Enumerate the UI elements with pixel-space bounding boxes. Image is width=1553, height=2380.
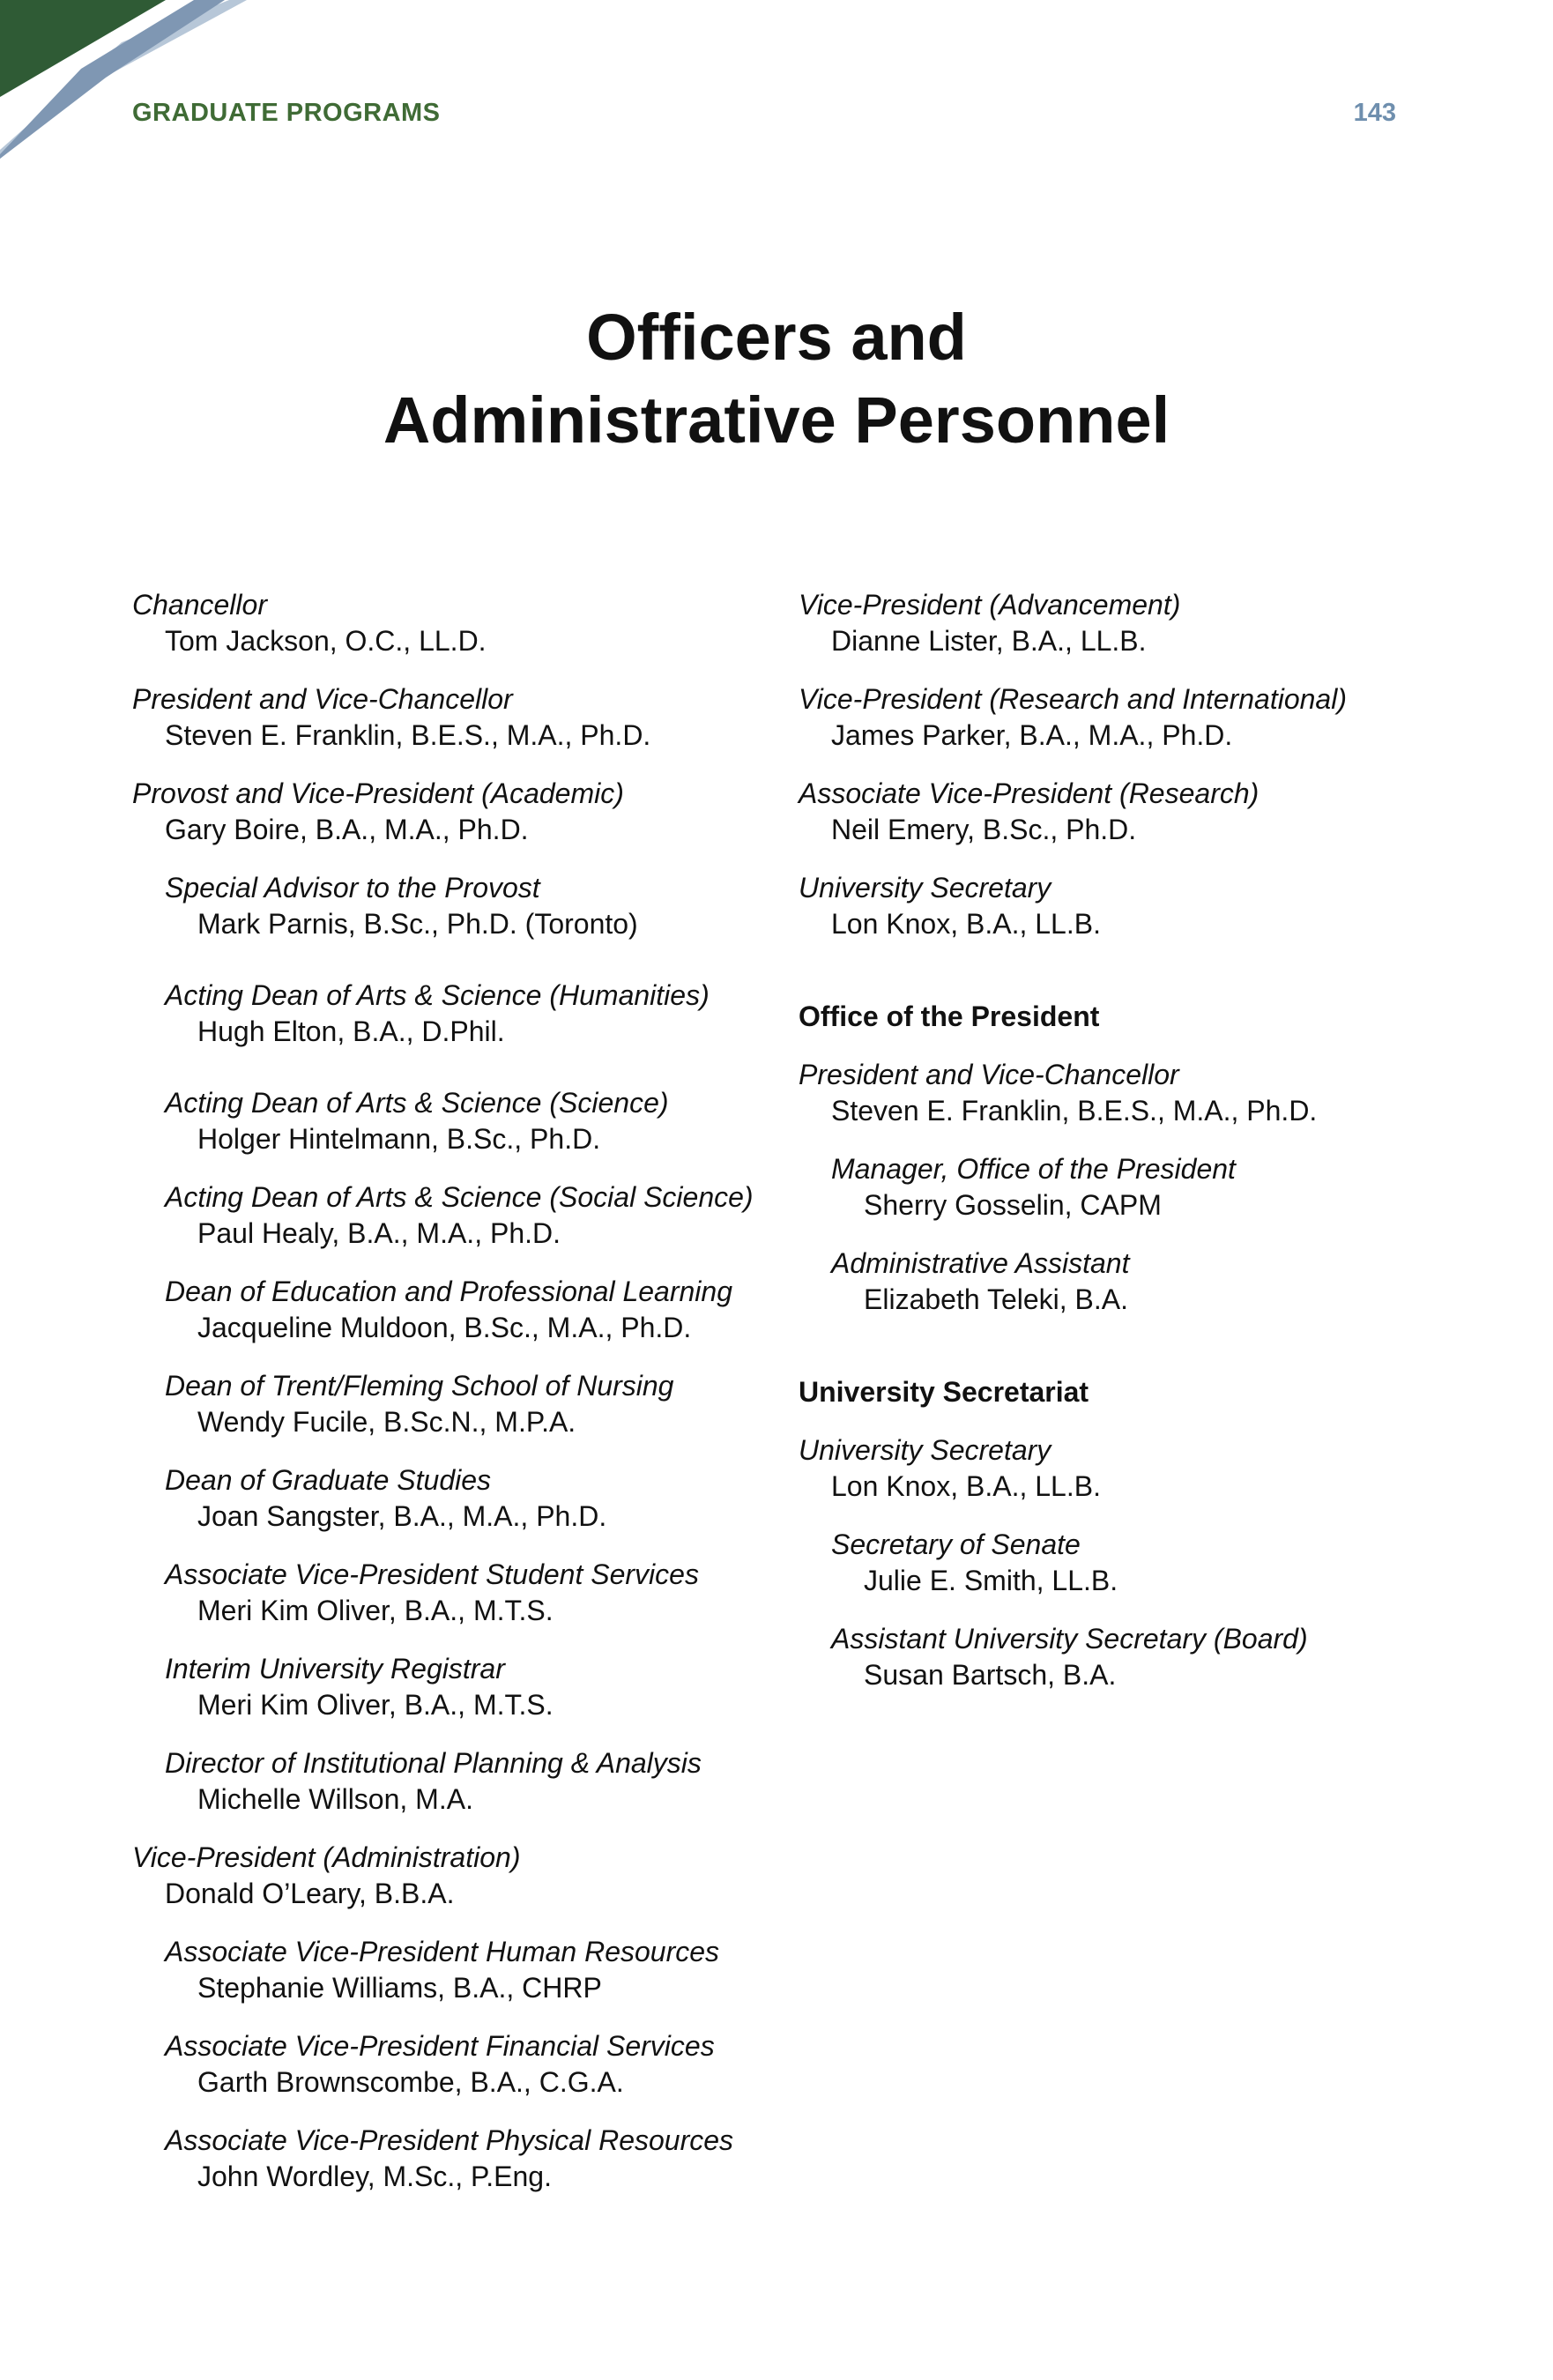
personnel-entry-vp-research bbox=[799, 681, 1451, 754]
person-name: Lon Knox, B.A., LL.B. bbox=[831, 908, 1101, 940]
role-title: Secretary of Senate bbox=[831, 1528, 1081, 1560]
role-title: Vice-President (Administration) bbox=[132, 1841, 521, 1873]
person-name: Dianne Lister, B.A., LL.B. bbox=[831, 625, 1147, 657]
role-title: Chancellor bbox=[132, 589, 267, 621]
personnel-entry-avp-research bbox=[799, 776, 1451, 848]
person-name: Wendy Fucile, B.Sc.N., M.P.A. bbox=[197, 1406, 576, 1438]
personnel-entry-avp-physical-resources bbox=[132, 2123, 767, 2195]
role-title: Interim University Registrar bbox=[165, 1653, 505, 1685]
role-title: Acting Dean of Arts & Science (Humanities) bbox=[165, 979, 710, 1011]
personnel-entry-dean-education bbox=[132, 1274, 767, 1346]
role-title: Provost and Vice-President (Academic) bbox=[132, 777, 624, 809]
section-heading-office-of-president: Office of the President bbox=[799, 1000, 1100, 1032]
role-title: Associate Vice-President (Research) bbox=[799, 777, 1259, 809]
personnel-entry-director-planning bbox=[132, 1745, 767, 1818]
personnel-entry-dean-science bbox=[132, 1085, 767, 1157]
role-title: Assistant University Secretary (Board) bbox=[831, 1623, 1308, 1655]
section-label: GRADUATE PROGRAMS bbox=[132, 99, 441, 127]
running-header bbox=[132, 99, 1396, 134]
person-name: Joan Sangster, B.A., M.A., Ph.D. bbox=[197, 1500, 607, 1532]
personnel-entry-avp-student-services bbox=[132, 1557, 767, 1629]
personnel-entry-avp-financial-services bbox=[132, 2028, 767, 2101]
personnel-entry-assistant-secretary bbox=[799, 1621, 1451, 1693]
page-title-line-1: Officers and bbox=[586, 300, 967, 374]
person-name: Meri Kim Oliver, B.A., M.T.S. bbox=[197, 1595, 554, 1626]
personnel-entry-manager-office bbox=[799, 1151, 1451, 1223]
person-name: Elizabeth Teleki, B.A. bbox=[864, 1283, 1129, 1315]
personnel-entry-vp-administration bbox=[132, 1840, 767, 1912]
person-name: Garth Brownscombe, B.A., C.G.A. bbox=[197, 2066, 624, 2098]
personnel-entry-secretariat-secretary bbox=[799, 1432, 1451, 1505]
role-title: Manager, Office of the President bbox=[831, 1153, 1236, 1185]
personnel-entry-university-secretary bbox=[799, 870, 1451, 942]
role-title: Dean of Trent/Fleming School of Nursing bbox=[165, 1370, 674, 1402]
role-title: President and Vice-Chancellor bbox=[132, 683, 513, 715]
role-title: Acting Dean of Arts & Science (Social Science) bbox=[165, 1181, 754, 1213]
role-title: President and Vice-Chancellor bbox=[799, 1059, 1179, 1090]
page-number: 143 bbox=[1353, 99, 1396, 127]
page-title-line-2: Administrative Personnel bbox=[383, 383, 1170, 457]
role-title: Special Advisor to the Provost bbox=[165, 872, 540, 904]
role-title: Acting Dean of Arts & Science (Science) bbox=[165, 1087, 669, 1119]
person-name: Steven E. Franklin, B.E.S., M.A., Ph.D. bbox=[165, 719, 651, 751]
person-name: Holger Hintelmann, B.Sc., Ph.D. bbox=[197, 1123, 601, 1155]
role-title: University Secretary bbox=[799, 872, 1051, 904]
personnel-entry-president-office bbox=[799, 1057, 1451, 1129]
person-name: Paul Healy, B.A., M.A., Ph.D. bbox=[197, 1217, 561, 1249]
person-name: Neil Emery, B.Sc., Ph.D. bbox=[831, 814, 1137, 845]
role-title: Vice-President (Research and International) bbox=[799, 683, 1347, 715]
page-title bbox=[0, 296, 1553, 462]
personnel-entry-special-advisor bbox=[132, 870, 767, 942]
left-column bbox=[132, 587, 767, 2195]
role-title: Associate Vice-President Physical Resources bbox=[165, 2124, 734, 2156]
personnel-entry-secretary-of-senate bbox=[799, 1527, 1451, 1599]
personnel-entry-chancellor bbox=[132, 587, 767, 659]
personnel-entry-provost bbox=[132, 776, 767, 848]
role-title: Associate Vice-President Student Services bbox=[165, 1558, 699, 1590]
personnel-entry-president bbox=[132, 681, 767, 754]
role-title: Dean of Education and Professional Learning bbox=[165, 1276, 732, 1307]
personnel-entry-administrative-assistant bbox=[799, 1246, 1451, 1318]
person-name: Julie E. Smith, LL.B. bbox=[864, 1565, 1118, 1596]
role-title: Director of Institutional Planning & Analysis bbox=[165, 1747, 702, 1779]
role-title: Dean of Graduate Studies bbox=[165, 1464, 492, 1496]
personnel-entry-dean-nursing bbox=[132, 1368, 767, 1440]
person-name: Hugh Elton, B.A., D.Phil. bbox=[197, 1015, 505, 1047]
person-name: Tom Jackson, O.C., LL.D. bbox=[165, 625, 487, 657]
role-title: Associate Vice-President Human Resources bbox=[165, 1936, 720, 1967]
corner-decoration bbox=[0, 0, 247, 159]
person-name: Steven E. Franklin, B.E.S., M.A., Ph.D. bbox=[831, 1095, 1318, 1127]
person-name: John Wordley, M.Sc., P.Eng. bbox=[197, 2161, 552, 2192]
personnel-entry-vp-advancement bbox=[799, 587, 1451, 659]
personnel-entry-avp-human-resources bbox=[132, 1934, 767, 2006]
role-title: Associate Vice-President Financial Services bbox=[165, 2030, 715, 2062]
person-name: Gary Boire, B.A., M.A., Ph.D. bbox=[165, 814, 529, 845]
personnel-entry-dean-humanities bbox=[132, 978, 767, 1050]
person-name: Susan Bartsch, B.A. bbox=[864, 1659, 1117, 1691]
person-name: Meri Kim Oliver, B.A., M.T.S. bbox=[197, 1689, 554, 1721]
section-heading-university-secretariat: University Secretariat bbox=[799, 1376, 1089, 1408]
personnel-entry-interim-registrar bbox=[132, 1651, 767, 1723]
role-title: Administrative Assistant bbox=[831, 1247, 1130, 1279]
person-name: Mark Parnis, B.Sc., Ph.D. (Toronto) bbox=[197, 908, 638, 940]
personnel-entry-dean-graduate-studies bbox=[132, 1462, 767, 1535]
role-title: University Secretary bbox=[799, 1434, 1051, 1466]
person-name: James Parker, B.A., M.A., Ph.D. bbox=[831, 719, 1233, 751]
person-name: Jacqueline Muldoon, B.Sc., M.A., Ph.D. bbox=[197, 1312, 692, 1343]
role-title: Vice-President (Advancement) bbox=[799, 589, 1181, 621]
person-name: Lon Knox, B.A., LL.B. bbox=[831, 1470, 1101, 1502]
person-name: Sherry Gosselin, CAPM bbox=[864, 1189, 1162, 1221]
person-name: Michelle Willson, M.A. bbox=[197, 1783, 473, 1815]
person-name: Donald O’Leary, B.B.A. bbox=[165, 1878, 455, 1909]
person-name: Stephanie Williams, B.A., CHRP bbox=[197, 1972, 602, 2004]
personnel-entry-dean-social-science bbox=[132, 1179, 767, 1252]
right-column bbox=[799, 587, 1451, 1693]
